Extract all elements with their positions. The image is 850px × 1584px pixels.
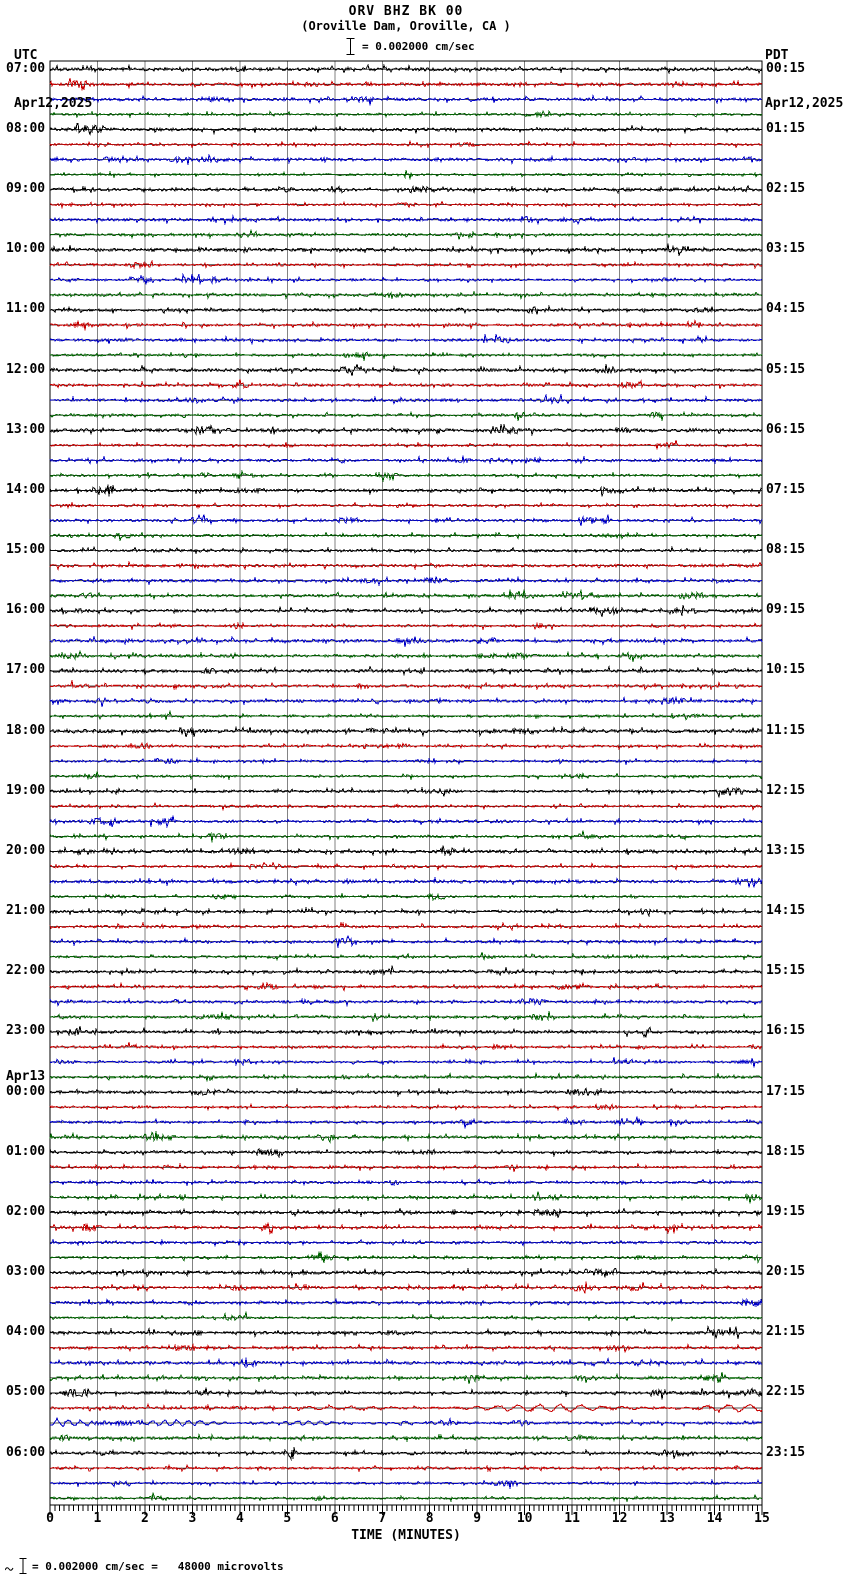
trace-row-39	[50, 651, 762, 662]
x-axis-title: TIME (MINUTES)	[351, 1528, 461, 1543]
trace-row-6	[50, 155, 762, 165]
trace-row-26	[50, 456, 762, 464]
trace-row-14	[50, 274, 762, 285]
utc-hour-label: 13:00	[6, 421, 46, 437]
page-title: ORV BHZ BK 00	[348, 4, 464, 19]
axis-tick-label: 15	[754, 1511, 770, 1526]
pdt-hour-label: 15:15	[766, 963, 806, 979]
trace-row-92	[50, 1447, 762, 1459]
axis-tick-label: 0	[46, 1511, 54, 1526]
trace-row-1	[50, 78, 762, 90]
pdt-hour-label: 14:15	[766, 903, 806, 919]
axis-tick-label: 3	[188, 1511, 197, 1526]
utc-hour-label: 00:00	[6, 1083, 46, 1099]
utc-hour-label: 06:00	[6, 1444, 46, 1460]
utc-hour-label: 02:00	[6, 1203, 46, 1219]
pdt-hour-label: 22:15	[766, 1384, 806, 1400]
axis-tick-label: 2	[141, 1511, 149, 1526]
utc-hour-label: 09:00	[6, 181, 46, 197]
axis-tick-label: 10	[516, 1511, 533, 1526]
trace-row-38	[50, 636, 762, 647]
trace-row-13	[50, 261, 762, 268]
trace-row-77	[50, 1223, 762, 1234]
axis-tick-label: 13	[659, 1511, 675, 1526]
microseism-squiggle-icon	[5, 1565, 14, 1573]
trace-row-43	[50, 711, 762, 720]
trace-row-75	[50, 1191, 762, 1203]
axis-tick-label: 9	[473, 1511, 482, 1526]
trace-row-32	[50, 547, 762, 553]
pdt-hour-label: 06:15	[766, 421, 806, 437]
trace-row-69	[50, 1104, 762, 1110]
trace-row-63	[50, 1011, 762, 1021]
axis-tick-label: 8	[425, 1511, 434, 1526]
trace-row-55	[50, 894, 762, 900]
trace-row-88	[50, 1388, 762, 1400]
trace-row-17	[50, 321, 762, 331]
trace-row-59	[50, 952, 762, 960]
trace-row-2	[50, 96, 762, 106]
pdt-hour-label: 21:15	[766, 1324, 806, 1340]
amplitude-scale-note	[346, 38, 475, 55]
utc-hour-label: 12:00	[6, 361, 46, 377]
pdt-hour-label: 20:15	[766, 1264, 806, 1280]
page-subtitle: (Oroville Dam, Oroville, CA )	[301, 19, 511, 33]
utc-hour-label: 04:00	[6, 1324, 46, 1340]
footer-ibeam-icon	[19, 1558, 27, 1574]
trace-row-65	[50, 1042, 762, 1050]
pdt-hour-label: 05:15	[766, 361, 806, 377]
pdt-hour-label: 12:15	[766, 782, 806, 798]
pdt-hour-label: 09:15	[766, 602, 806, 618]
axis-tick-label: 4	[235, 1511, 244, 1526]
trace-row-41	[50, 680, 762, 689]
trace-row-18	[50, 334, 762, 344]
axis-tick-label: 14	[706, 1511, 723, 1526]
utc-hour-label: 21:00	[6, 903, 46, 919]
pdt-hour-label: 07:15	[766, 481, 806, 497]
trace-row-29	[50, 503, 762, 508]
trace-row-19	[50, 352, 762, 361]
timezone-left-label: UTC	[14, 48, 38, 63]
trace-row-47	[50, 772, 762, 780]
trace-row-4	[50, 123, 762, 134]
trace-row-23	[50, 412, 762, 421]
trace-row-86	[50, 1358, 762, 1367]
scale-ibeam-icon	[346, 38, 355, 55]
pdt-hour-label: 13:15	[766, 842, 806, 858]
utc-hour-label: 18:00	[6, 722, 46, 738]
pdt-hour-label: 03:15	[766, 241, 806, 257]
utc-hour-label: 22:00	[6, 963, 46, 979]
trace-row-93	[50, 1465, 762, 1471]
utc-hour-label: 01:00	[6, 1143, 46, 1159]
pdt-hour-label: 04:15	[766, 301, 806, 317]
header-center	[50, 4, 762, 53]
trace-row-94	[50, 1480, 762, 1489]
pdt-hour-label: 10:15	[766, 662, 806, 678]
trace-row-16	[50, 306, 762, 314]
trace-row-31	[50, 533, 762, 542]
trace-row-71	[50, 1131, 762, 1142]
trace-row-21	[50, 379, 762, 389]
utc-hour-label: 08:00	[6, 120, 46, 136]
utc-hour-label: 14:00	[6, 481, 46, 497]
axis-tick-label: 1	[93, 1511, 102, 1526]
trace-row-76	[50, 1209, 762, 1218]
footer-scale-label: = 0.002000 cm/sec = 48000 microvolts	[32, 1559, 284, 1573]
trace-row-83	[50, 1312, 762, 1321]
trace-row-51	[50, 830, 762, 842]
utc-hour-label: 20:00	[6, 842, 46, 858]
utc-hour-label: 15:00	[6, 542, 46, 558]
utc-hour-label: 03:00	[6, 1264, 46, 1280]
date-left-label: Apr12,2025	[14, 96, 93, 111]
pdt-hour-label: 23:15	[766, 1444, 806, 1460]
trace-row-73	[50, 1164, 762, 1172]
utc-hour-label: 05:00	[6, 1384, 46, 1400]
trace-row-91	[50, 1435, 762, 1441]
trace-row-60	[50, 966, 762, 976]
pdt-hour-label: 00:15	[766, 60, 806, 76]
trace-row-54	[50, 878, 762, 887]
axis-tick-label: 12	[611, 1511, 628, 1526]
pdt-hour-label: 02:15	[766, 181, 806, 197]
trace-row-44	[50, 727, 762, 737]
utc-hour-label: 07:00	[6, 60, 46, 76]
trace-row-72	[50, 1149, 762, 1157]
trace-row-81	[50, 1282, 762, 1294]
trace-row-27	[50, 471, 762, 480]
trace-row-42	[50, 698, 762, 707]
pdt-hour-label: 08:15	[766, 542, 806, 558]
pdt-hour-label: 01:15	[766, 120, 806, 136]
pdt-hour-label: 18:15	[766, 1143, 806, 1159]
utc-hour-label: 16:00	[6, 602, 46, 618]
utc-date-rollover-label: Apr13	[6, 1068, 46, 1084]
trace-row-48	[50, 788, 762, 797]
pdt-hour-label: 19:15	[766, 1203, 806, 1219]
utc-hour-label: 23:00	[6, 1023, 46, 1039]
timezone-right-label: PDT	[765, 48, 789, 63]
date-right-label: Apr12,2025	[765, 96, 844, 111]
trace-row-95	[50, 1493, 762, 1502]
axis-tick-label: 11	[564, 1511, 580, 1526]
trace-row-85	[50, 1345, 762, 1353]
axis-tick-label: 7	[378, 1511, 387, 1526]
pdt-hour-label: 17:15	[766, 1083, 806, 1099]
utc-hour-label: 19:00	[6, 782, 46, 798]
trace-row-80	[50, 1268, 762, 1277]
trace-row-52	[50, 845, 762, 855]
trace-row-10	[50, 216, 762, 224]
trace-row-35	[50, 590, 762, 600]
pdt-hour-label: 11:15	[766, 722, 806, 738]
trace-row-34	[50, 577, 762, 586]
footer-scale-note	[5, 1558, 284, 1574]
pdt-hour-label: 16:15	[766, 1023, 806, 1039]
trace-row-22	[50, 394, 762, 403]
trace-row-90	[50, 1418, 762, 1427]
axis-tick-label: 6	[330, 1511, 339, 1526]
axis-tick-label: 5	[283, 1511, 292, 1526]
utc-hour-label: 11:00	[6, 301, 46, 317]
trace-row-24	[50, 424, 762, 434]
utc-hour-label: 10:00	[6, 241, 46, 257]
amplitude-scale-label: = 0.002000 cm/sec	[362, 40, 475, 53]
trace-row-25	[50, 440, 762, 449]
utc-hour-label: 17:00	[6, 662, 46, 678]
